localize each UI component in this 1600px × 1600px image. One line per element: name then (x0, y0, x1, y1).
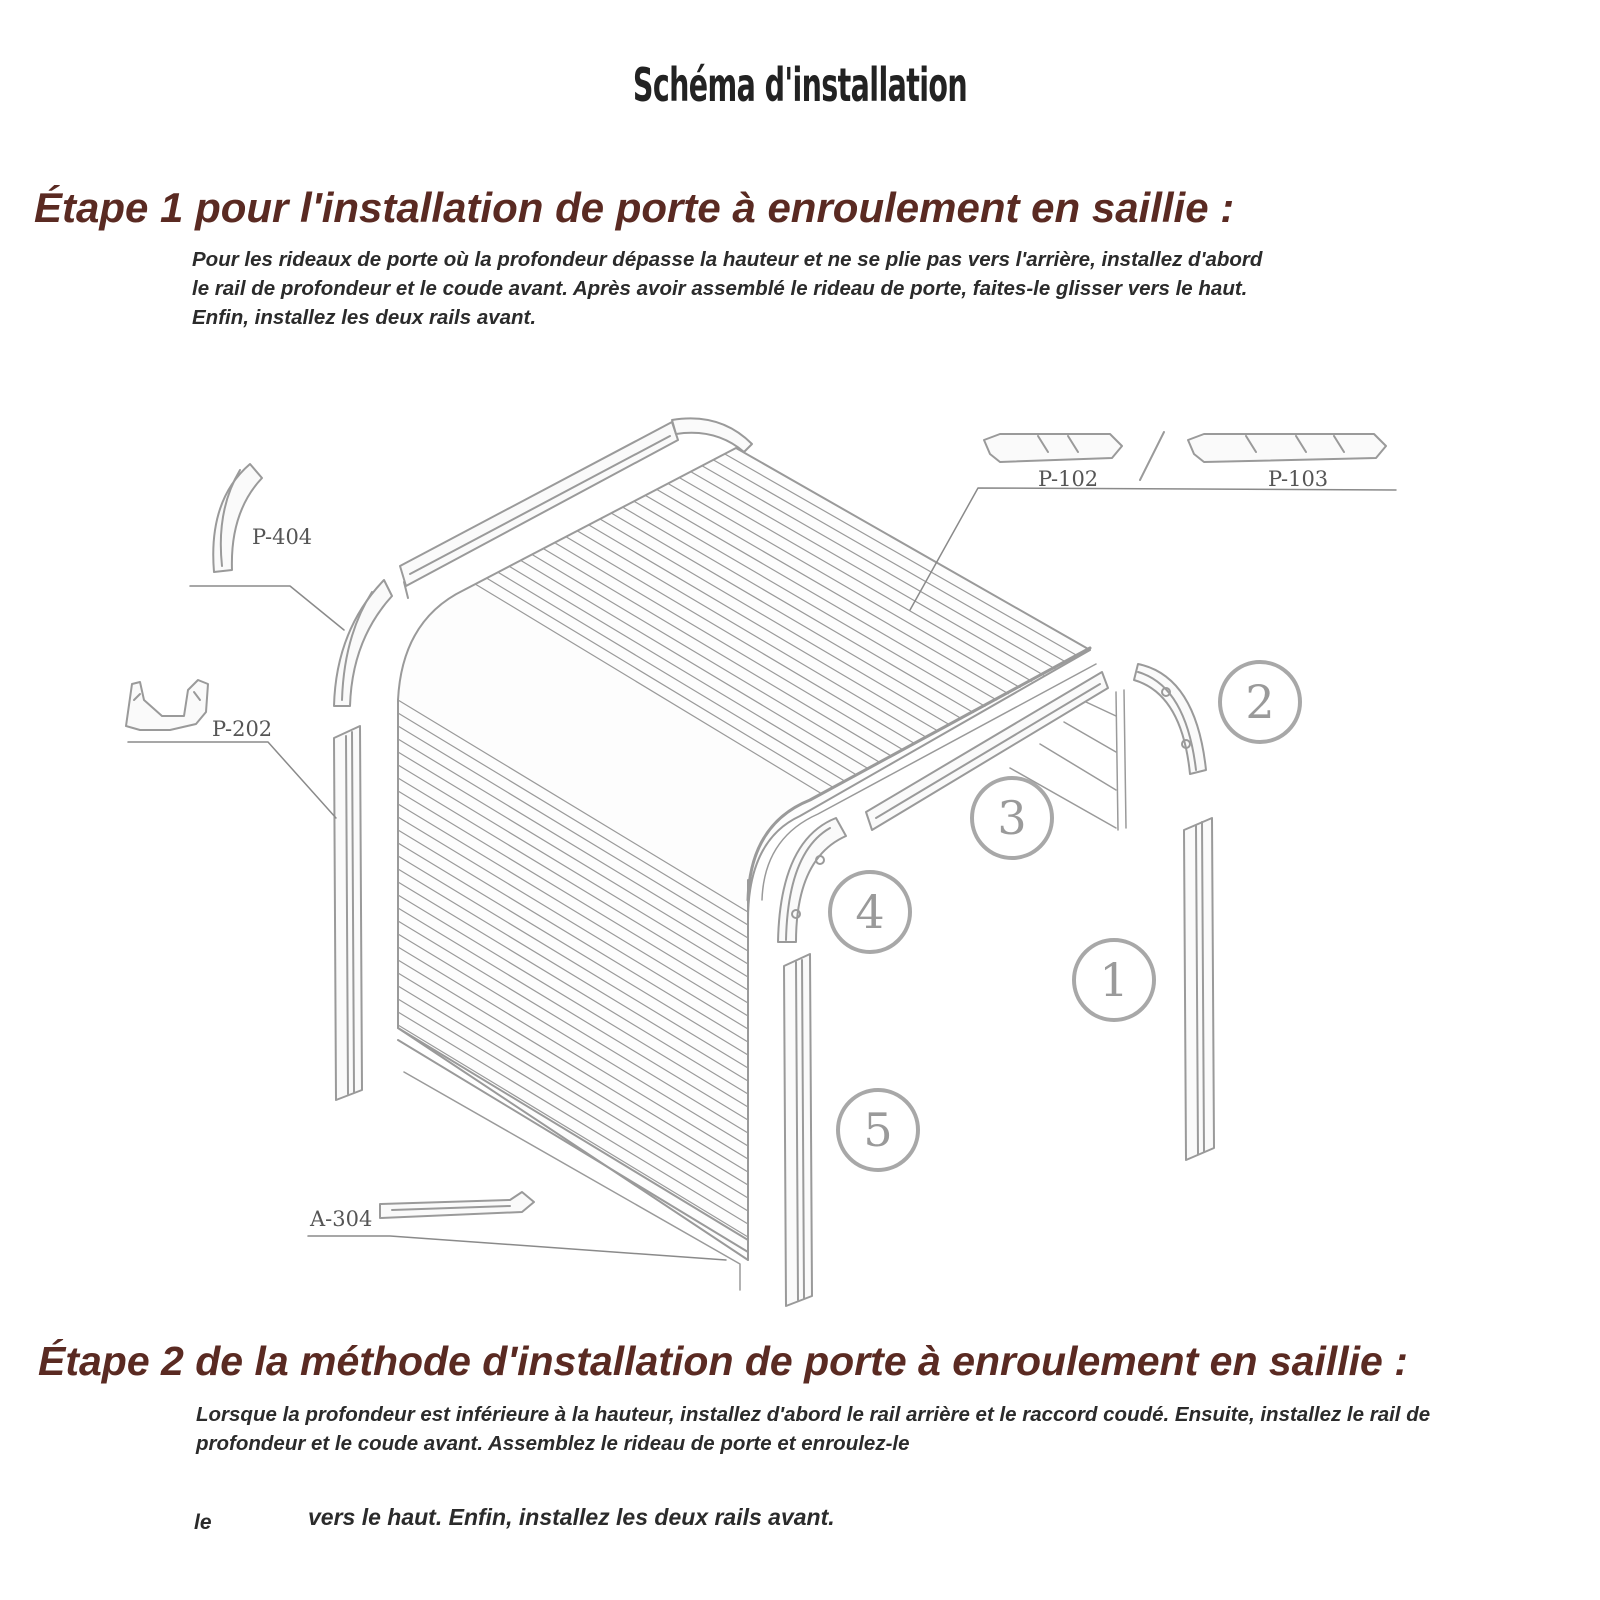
p404-label: P-404 (252, 525, 313, 549)
step2-line: profondeur et le coude avant. Assemblez le rideau de porte et enroulez-le (196, 1432, 910, 1455)
step2-heading: Étape 2 de la méthode d'installation de porte à enroulement en saillie : (38, 1338, 1408, 1384)
a304-part (380, 1192, 534, 1218)
step2-tail-text: vers le haut. Enfin, installez les deux rails avant. (308, 1504, 835, 1530)
step2-line: Lorsque la profondeur est inférieure à la hauteur, installez d'abord le rail arrière et le raccord coudé. Ensuite, installez le rail de (196, 1403, 1431, 1426)
step1-line: le rail de profondeur et le coude avant. Après avoir assemblé le rideau de porte, faites-le glisser vers le haut. (192, 277, 1248, 300)
step2-tail-word: le (194, 1511, 212, 1534)
step-number-2: 2 (1245, 675, 1275, 729)
page-title: Schéma d'installation (632, 58, 968, 112)
right-upright-rail (1184, 818, 1214, 1160)
step-number-5: 5 (863, 1103, 893, 1157)
step2-description (196, 1400, 1430, 1458)
p404-part (213, 464, 262, 572)
p102-part (984, 434, 1122, 462)
step1-line: Pour les rideaux de porte où la profondeur dépasse la hauteur et ne se plie pas vers l'arrière, installez d'abord (192, 248, 1263, 271)
a304-label: A-304 (310, 1207, 373, 1231)
step-number-1: 1 (1099, 953, 1129, 1007)
top-elbow (672, 418, 752, 452)
p102-label: P-102 (1038, 467, 1099, 491)
p202-label: P-202 (212, 717, 273, 741)
right-elbow (1134, 664, 1206, 774)
step1-heading: Étape 1 pour l'installation de porte à enroulement en saillie : (34, 184, 1235, 231)
step-number-4: 4 (855, 885, 885, 939)
p103-label: P-103 (1268, 467, 1329, 491)
profile-separator (1140, 432, 1164, 480)
p202-part (126, 680, 208, 730)
front-upright-rail (784, 954, 812, 1306)
step1-line: Enfin, installez les deux rails avant. (192, 306, 537, 329)
step-number-3: 3 (997, 791, 1027, 845)
left-upright-rail (334, 726, 362, 1100)
p103-part (1188, 434, 1386, 462)
front-elbow (778, 818, 846, 942)
left-elbow (334, 580, 392, 706)
